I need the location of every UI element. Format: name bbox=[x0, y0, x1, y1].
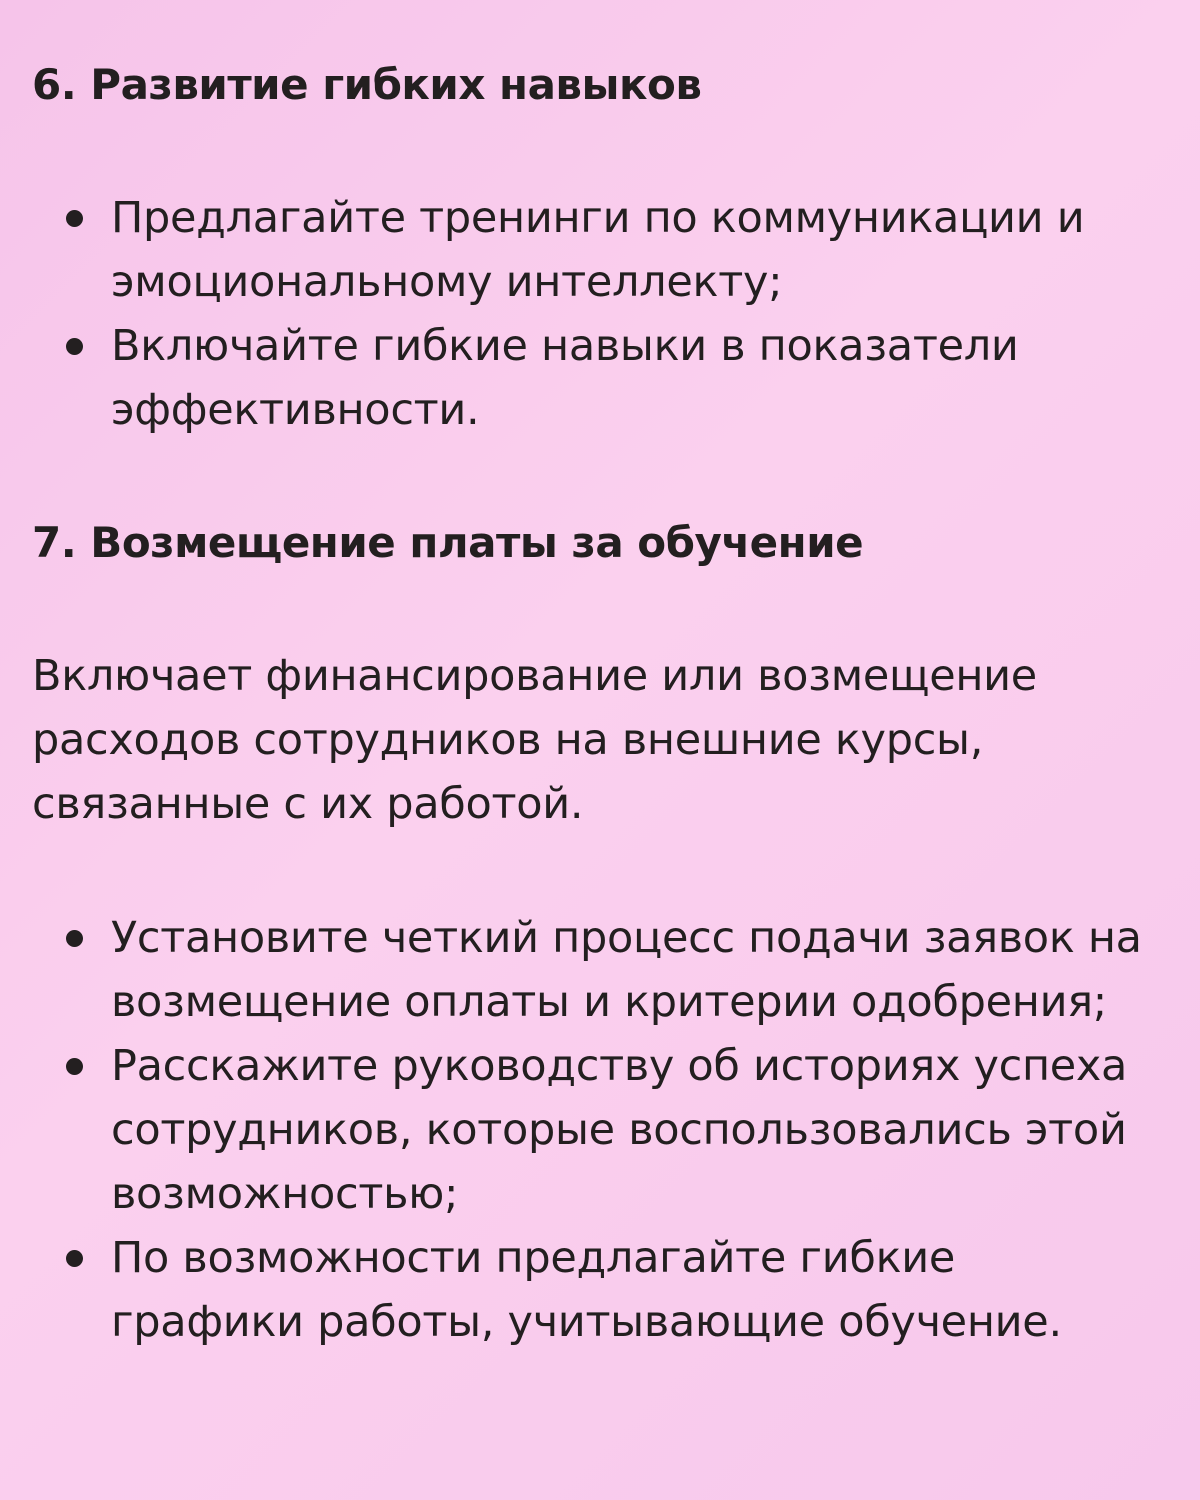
list-item-line: графики работы, учитывающие обучение. bbox=[111, 1297, 1062, 1347]
bullet-icon bbox=[66, 1250, 83, 1267]
paragraph-line: расходов сотрудников на внешние курсы, bbox=[32, 715, 984, 765]
list-item-line: Установите четкий процесс подачи заявок на bbox=[111, 913, 1142, 963]
paragraph-line: связанные с их работой. bbox=[32, 779, 584, 829]
section-7-paragraph bbox=[32, 644, 1037, 836]
list-item bbox=[66, 1226, 1142, 1354]
bullet-icon bbox=[66, 338, 83, 355]
list-item bbox=[66, 186, 1084, 314]
bullet-icon bbox=[66, 1058, 83, 1075]
list-item bbox=[66, 906, 1142, 1034]
bullet-icon bbox=[66, 930, 83, 947]
bullet-icon bbox=[66, 210, 83, 227]
list-item-line: Включайте гибкие навыки в показатели bbox=[111, 321, 1019, 371]
section-6-heading: 6. Развитие гибких навыков bbox=[32, 60, 702, 109]
list-item-line: сотрудников, которые воспользовались этой bbox=[111, 1105, 1127, 1155]
section-7-bullet-list bbox=[66, 906, 1142, 1354]
list-item bbox=[66, 314, 1084, 442]
list-item-line: По возможности предлагайте гибкие bbox=[111, 1233, 956, 1283]
list-item-line: Предлагайте тренинги по коммуникации и bbox=[111, 193, 1085, 243]
paragraph-line: Включает финансирование или возмещение bbox=[32, 651, 1037, 701]
list-item-line: эмоциональному интеллекту; bbox=[111, 257, 783, 307]
list-item-line: возможностью; bbox=[111, 1169, 459, 1219]
list-item-line: Расскажите руководству об историях успеха bbox=[111, 1041, 1128, 1091]
list-item-line: эффективности. bbox=[111, 385, 480, 435]
list-item-line: возмещение оплаты и критерии одобрения; bbox=[111, 977, 1107, 1027]
list-item bbox=[66, 1034, 1142, 1226]
section-6-bullet-list bbox=[66, 186, 1084, 442]
section-7-heading: 7. Возмещение платы за обучение bbox=[32, 518, 864, 567]
